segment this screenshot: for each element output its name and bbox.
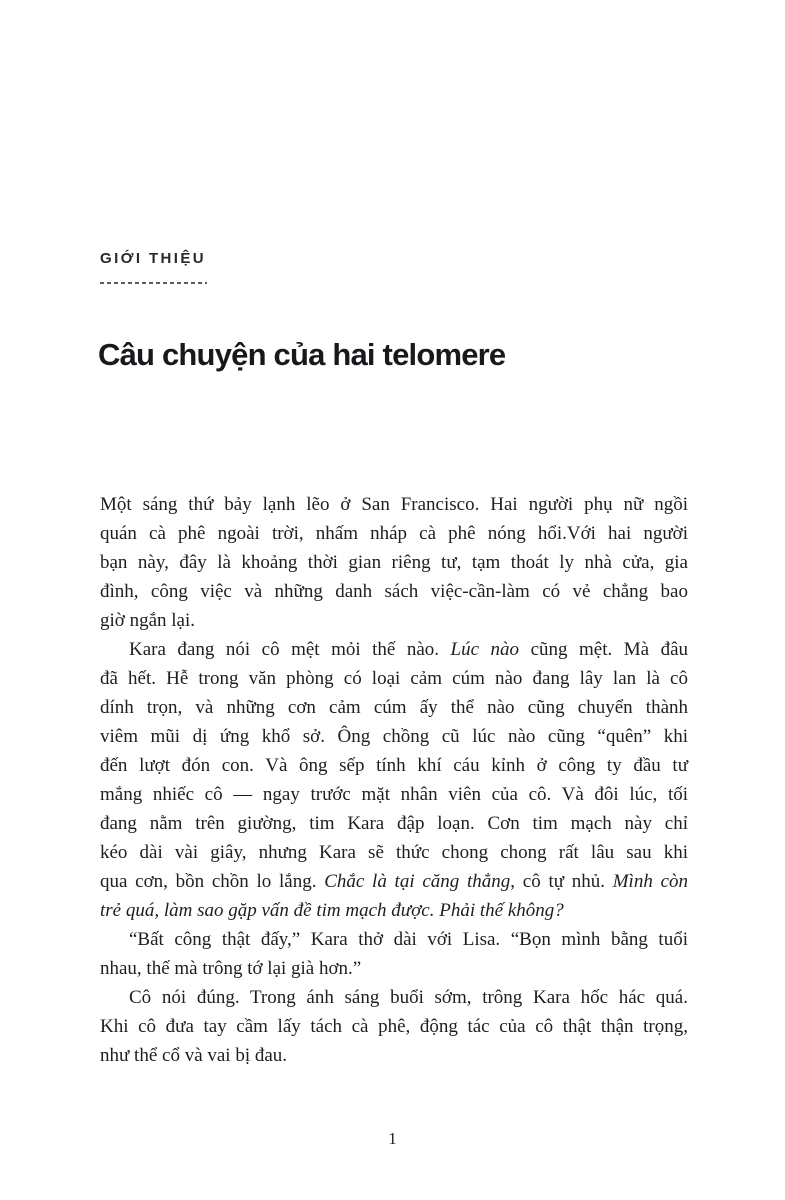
text-line [100,693,688,722]
text-segment: Chắc là tại căng thẳng [324,871,511,892]
text-segment: bạn này, đây là khoảng thời gian riêng tư, tạm thoát ly nhà cửa, gia [100,552,688,573]
text-line [100,896,688,925]
paragraph [100,983,688,1070]
text-line [100,925,688,954]
text-segment: mắng nhiếc cô — ngay trước mặt nhân viên của cô. Và đôi lúc, tối [100,784,688,805]
text-line [100,635,688,664]
paragraph [100,635,688,925]
text-segment: viêm mũi dị ứng khổ sở. Ông chồng cũ lúc nào cũng “quên” khi [100,726,688,747]
paragraph [100,490,688,635]
kicker-dashed-rule [100,282,207,284]
text-line [100,548,688,577]
text-segment: đã hết. Hễ trong văn phòng có loại cảm cúm nào đang lây lan là cô [100,668,688,689]
paragraph [100,925,688,983]
body-text [100,490,688,1070]
text-segment: Một sáng thứ bảy lạnh lẽo ở San Francisco. Hai người phụ nữ ngồi [100,494,688,515]
text-segment: giờ ngắn lại. [100,610,195,631]
text-line [100,722,688,751]
text-segment: cũng mệt. Mà đâu [519,639,689,660]
text-segment: , cô tự nhủ. [510,871,613,892]
text-segment: kéo dài vài giây, nhưng Kara sẽ thức chong chong rất lâu sau khi [100,842,688,863]
text-segment: qua cơn, bồn chồn lo lắng. [100,871,325,892]
text-line [100,1012,688,1041]
chapter-kicker: GIỚI THIỆU [100,250,206,267]
text-segment: như thể cổ và vai bị đau. [100,1045,288,1066]
text-line [100,983,688,1012]
text-line [100,606,688,635]
text-segment: dính trọn, và những cơn cảm cúm ấy thể nào cũng chuyển thành [100,697,688,718]
text-segment: đình, công việc và những danh sách việc-cần-làm có vẻ chẳng bao [100,581,688,602]
text-line [100,664,688,693]
text-line [100,1041,688,1070]
text-segment: nhau, thế mà trông tớ lại già hơn.” [100,958,362,979]
text-line [100,809,688,838]
text-segment: quán cà phê ngoài trời, nhấm nháp cà phê nóng hổi.Với hai người [100,523,688,544]
text-line [100,751,688,780]
chapter-title: Câu chuyện của hai telomere [98,337,506,372]
text-segment: Kara đang nói cô mệt mỏi thế nào. [129,639,451,660]
text-line [100,519,688,548]
text-line [100,577,688,606]
text-segment: Cô nói đúng. Trong ánh sáng buổi sớm, trông Kara hốc hác quá. [129,987,688,1008]
text-line [100,838,688,867]
text-line [100,954,688,983]
text-line [100,867,688,896]
text-line [100,490,688,519]
text-segment: “Bất công thật đấy,” Kara thở dài với Lisa. “Bọn mình bằng tuổi [129,929,688,950]
text-segment: đến lượt đón con. Và ông sếp tính khí cáu kỉnh ở công ty đầu tư [100,755,688,776]
page-number: 1 [388,1129,397,1148]
text-line [100,780,688,809]
text-segment: trẻ quá, làm sao gặp vấn đề tim mạch được. Phải thế không? [100,900,564,921]
text-segment: Lúc nào [450,639,520,660]
text-segment: đang nằm trên giường, tim Kara đập loạn. Cơn tim mạch này chỉ [100,813,688,834]
text-segment: Mình còn [612,871,689,892]
text-segment: Khi cô đưa tay cầm lấy tách cà phê, động tác của cô thật thận trọng, [100,1016,688,1037]
